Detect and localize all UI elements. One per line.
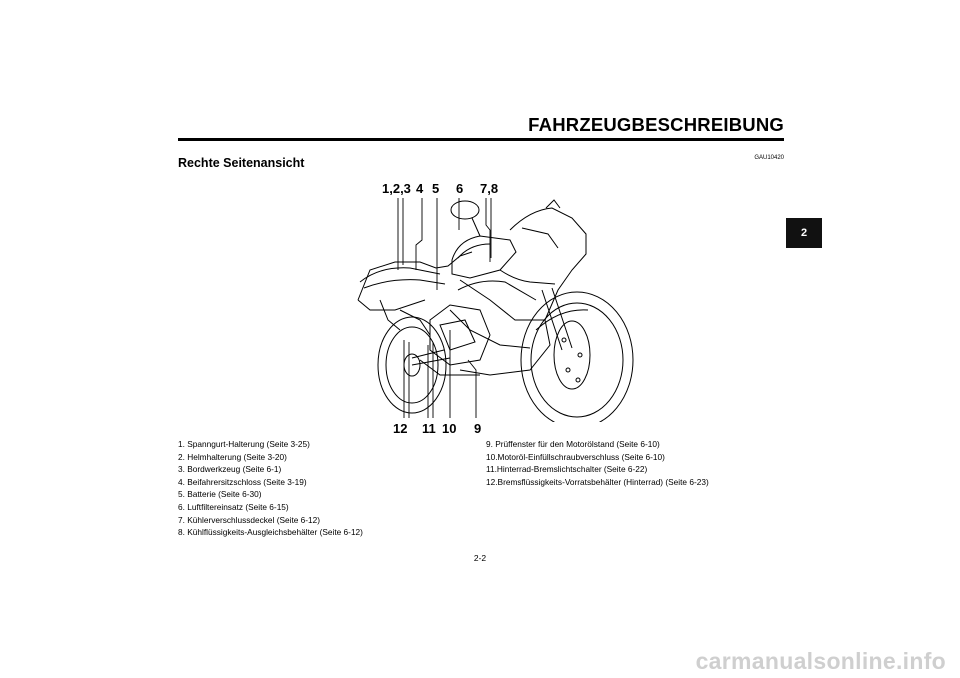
legend-item-7: 7. Kühlerverschlussdeckel (Seite 6-12) (178, 514, 321, 525)
callout-6: 6 (456, 181, 464, 196)
legend-item-5: 5. Batterie (Seite 6-30) (178, 489, 262, 500)
document-code: GAU10420 (754, 155, 784, 161)
leader-lines (398, 198, 491, 418)
legend-item-9: 9. Prüffenster für den Motorölstand (Seite 6-10) (486, 439, 660, 449)
legend-right (486, 438, 709, 488)
legend-item-12: 12.Bremsflüssigkeits-Vorratsbehälter (Hinterrad) (Seite 6-23) (486, 476, 709, 487)
legend-item-2: 2. Helmhalterung (Seite 3-20) (178, 451, 287, 462)
handlebar-end (546, 200, 560, 208)
watermark: carmanualsonline.info (695, 648, 946, 674)
section-heading: Rechte Seitenansicht (178, 156, 305, 170)
fuel-tank (452, 236, 516, 278)
title-rule (178, 138, 784, 141)
page-number: 2-2 (473, 553, 487, 563)
legend-item-8: 8. Kühlflüssigkeits-Ausgleichsbehälter (Seite 6-12) (178, 527, 363, 538)
front-wheel (521, 292, 633, 422)
callout-5: 5 (432, 181, 440, 196)
seat-and-tail (358, 252, 472, 330)
callout-12: 12 (393, 421, 408, 436)
legend-item-4: 4. Beifahrersitzschloss (Seite 3-19) (178, 476, 307, 487)
chapter-tab[interactable]: 2 (786, 218, 822, 248)
legend-left (178, 438, 363, 539)
legend-item-10: 10.Motoröl-Einfüllschraubverschluss (Seite 6-10) (486, 451, 665, 462)
legend-item-1: 1. Spanngurt-Halterung (Seite 3-25) (178, 439, 310, 449)
legend-item-11: 11.Hinterrad-Bremslichtschalter (Seite 6-22) (486, 464, 648, 475)
callout-10: 10 (442, 421, 457, 436)
legend-item-3: 3. Bordwerkzeug (Seite 6-1) (178, 464, 282, 475)
callout-1-2-3: 1,2,3 (382, 181, 411, 196)
callout-7-8: 7,8 (480, 181, 499, 196)
mirror (451, 201, 480, 236)
callout-4: 4 (416, 181, 424, 196)
motorcycle-illustration (340, 170, 640, 422)
front-fairing (450, 208, 586, 375)
callout-9: 9 (474, 421, 482, 436)
legend-item-6: 6. Luftfiltereinsatz (Seite 6-15) (178, 501, 289, 512)
callout-11: 11 (422, 421, 436, 436)
page-title: FAHRZEUGBESCHREIBUNG (528, 114, 784, 135)
